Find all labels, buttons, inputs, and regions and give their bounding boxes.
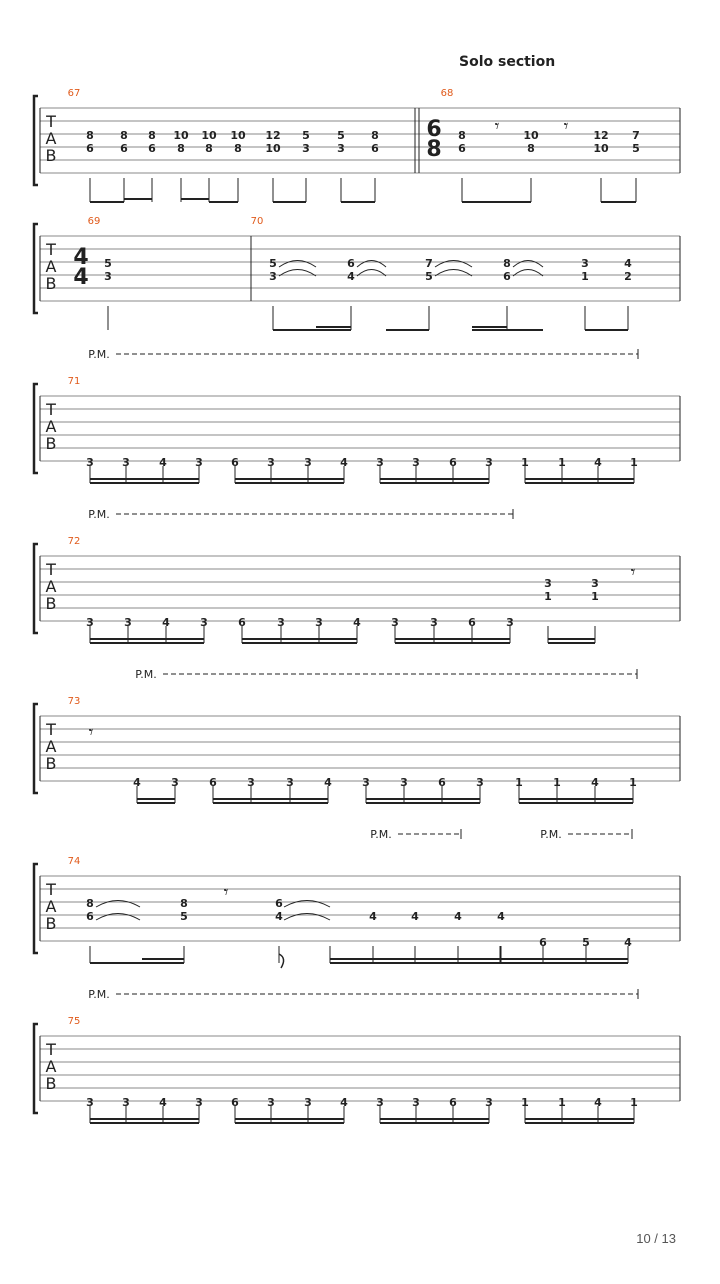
fret-number: 6 bbox=[275, 897, 283, 910]
fret-number: 3 bbox=[315, 616, 323, 629]
fret-number: 12 bbox=[265, 129, 281, 142]
fret-number: 3 bbox=[86, 616, 94, 629]
measure-number: 75 bbox=[67, 1016, 81, 1027]
time-sig-numerator: 6 bbox=[426, 117, 442, 142]
fret-number: 4 bbox=[369, 910, 377, 923]
fret-number: 6 bbox=[347, 257, 355, 270]
fret-number: 3 bbox=[376, 456, 384, 469]
eighth-rest: 𝄾 bbox=[563, 116, 569, 137]
fret-number: 3 bbox=[304, 456, 312, 469]
system-bracket bbox=[34, 224, 38, 313]
sixteenth-rest: 𝄾 bbox=[630, 562, 636, 583]
fret-number: 3 bbox=[304, 1096, 312, 1109]
system-bracket bbox=[34, 544, 38, 633]
measure-number: 72 bbox=[67, 536, 81, 547]
fret-number: 4 bbox=[594, 1096, 602, 1109]
fret-number: 1 bbox=[521, 456, 529, 469]
palm-mute-label: P.M. bbox=[88, 988, 110, 1001]
fret-number: 3 bbox=[430, 616, 438, 629]
fret-number: 6 bbox=[120, 142, 128, 155]
fret-number: 6 bbox=[86, 910, 94, 923]
fret-number: 1 bbox=[558, 456, 566, 469]
fret-number: 3 bbox=[86, 456, 94, 469]
tie-arc bbox=[357, 261, 386, 268]
fret-number: 3 bbox=[485, 456, 493, 469]
tie-arc bbox=[284, 914, 330, 921]
fret-number: 6 bbox=[148, 142, 156, 155]
fret-number: 3 bbox=[362, 776, 370, 789]
fret-number: 5 bbox=[425, 270, 433, 283]
section-title: Solo section bbox=[459, 54, 556, 70]
fret-number: 3 bbox=[476, 776, 484, 789]
fret-number: 8 bbox=[234, 142, 242, 155]
fret-number: 6 bbox=[438, 776, 446, 789]
palm-mute-label: P.M. bbox=[370, 828, 392, 841]
fret-number: 6 bbox=[539, 936, 547, 949]
fret-number: 3 bbox=[376, 1096, 384, 1109]
fret-number: 8 bbox=[86, 129, 94, 142]
fret-number: 8 bbox=[120, 129, 128, 142]
fret-number: 3 bbox=[171, 776, 179, 789]
tab-clef-letter: A bbox=[45, 897, 57, 916]
system-bracket bbox=[34, 864, 38, 953]
fret-number: 1 bbox=[629, 776, 637, 789]
fret-number: 3 bbox=[591, 577, 599, 590]
palm-mute-label: P.M. bbox=[88, 508, 110, 521]
tab-clef-letter: T bbox=[46, 560, 56, 579]
fret-number: 6 bbox=[231, 456, 239, 469]
time-sig-denominator: 8 bbox=[426, 137, 442, 162]
tab-clef-letter: T bbox=[46, 880, 56, 899]
fret-number: 8 bbox=[527, 142, 535, 155]
fret-number: 5 bbox=[104, 257, 112, 270]
fret-number: 1 bbox=[591, 590, 599, 603]
tab-clef-letter: A bbox=[45, 257, 57, 276]
fret-number: 3 bbox=[124, 616, 132, 629]
fret-number: 6 bbox=[458, 142, 466, 155]
fret-number: 5 bbox=[582, 936, 590, 949]
fret-number: 8 bbox=[205, 142, 213, 155]
fret-number: 5 bbox=[632, 142, 640, 155]
fret-number: 4 bbox=[624, 257, 632, 270]
fret-number: 1 bbox=[515, 776, 523, 789]
tab-clef-letter: B bbox=[45, 914, 57, 933]
tie-arc bbox=[279, 261, 316, 268]
fret-number: 7 bbox=[632, 129, 640, 142]
measure-number: 68 bbox=[440, 88, 454, 99]
system-bracket bbox=[34, 96, 38, 185]
fret-number: 3 bbox=[269, 270, 277, 283]
fret-number: 3 bbox=[200, 616, 208, 629]
tie-arc bbox=[96, 914, 140, 921]
system-bracket bbox=[34, 384, 38, 473]
page-indicator: 10 / 13 bbox=[636, 1231, 676, 1246]
fret-number: 6 bbox=[231, 1096, 239, 1109]
fret-number: 8 bbox=[180, 897, 188, 910]
fret-number: 3 bbox=[581, 257, 589, 270]
fret-number: 1 bbox=[553, 776, 561, 789]
tab-clef-letter: A bbox=[45, 129, 57, 148]
fret-number: 3 bbox=[485, 1096, 493, 1109]
fret-number: 12 bbox=[593, 129, 609, 142]
fret-number: 3 bbox=[122, 456, 130, 469]
measure-number: 73 bbox=[67, 696, 81, 707]
palm-mute-label: P.M. bbox=[88, 348, 110, 361]
tab-clef-letter: B bbox=[45, 274, 57, 293]
fret-number: 4 bbox=[162, 616, 170, 629]
fret-number: 4 bbox=[411, 910, 419, 923]
sixteenth-rest: 𝄾 bbox=[88, 722, 94, 743]
fret-number: 3 bbox=[544, 577, 552, 590]
fret-number: 3 bbox=[195, 456, 203, 469]
fret-number: 3 bbox=[86, 1096, 94, 1109]
fret-number: 4 bbox=[591, 776, 599, 789]
fret-number: 4 bbox=[275, 910, 283, 923]
fret-number: 4 bbox=[340, 1096, 348, 1109]
fret-number: 7 bbox=[425, 257, 433, 270]
fret-number: 8 bbox=[458, 129, 466, 142]
measure-number: 69 bbox=[87, 216, 101, 227]
fret-number: 3 bbox=[412, 456, 420, 469]
tab-clef-letter: T bbox=[46, 400, 56, 419]
fret-number: 10 bbox=[593, 142, 609, 155]
fret-number: 6 bbox=[86, 142, 94, 155]
fret-number: 3 bbox=[286, 776, 294, 789]
fret-number: 5 bbox=[180, 910, 188, 923]
fret-number: 10 bbox=[230, 129, 246, 142]
tab-clef-letter: T bbox=[46, 720, 56, 739]
fret-number: 5 bbox=[269, 257, 277, 270]
time-sig-denominator: 4 bbox=[73, 265, 89, 290]
fret-number: 6 bbox=[238, 616, 246, 629]
fret-number: 1 bbox=[630, 1096, 638, 1109]
eighth-rest: 𝄾 bbox=[494, 116, 500, 137]
fret-number: 8 bbox=[177, 142, 185, 155]
fret-number: 3 bbox=[277, 616, 285, 629]
fret-number: 4 bbox=[497, 910, 505, 923]
note-flag bbox=[279, 954, 284, 968]
fret-number: 4 bbox=[624, 936, 632, 949]
tab-clef-letter: T bbox=[46, 1040, 56, 1059]
fret-number: 3 bbox=[195, 1096, 203, 1109]
tab-clef-letter: B bbox=[45, 594, 57, 613]
palm-mute-label: P.M. bbox=[135, 668, 157, 681]
measure-number: 70 bbox=[250, 216, 264, 227]
tab-clef-letter: B bbox=[45, 1074, 57, 1093]
tab-clef-letter: B bbox=[45, 754, 57, 773]
measure-number: 67 bbox=[67, 88, 81, 99]
fret-number: 6 bbox=[371, 142, 379, 155]
fret-number: 1 bbox=[581, 270, 589, 283]
tab-clef-letter: B bbox=[45, 434, 57, 453]
fret-number: 4 bbox=[454, 910, 462, 923]
fret-number: 1 bbox=[630, 456, 638, 469]
tab-clef-letter: T bbox=[46, 112, 56, 131]
fret-number: 8 bbox=[86, 897, 94, 910]
fret-number: 4 bbox=[347, 270, 355, 283]
tab-clef-letter: A bbox=[45, 737, 57, 756]
fret-number: 1 bbox=[544, 590, 552, 603]
fret-number: 4 bbox=[133, 776, 141, 789]
fret-number: 8 bbox=[503, 257, 511, 270]
measure-number: 74 bbox=[67, 856, 81, 867]
fret-number: 3 bbox=[337, 142, 345, 155]
fret-number: 6 bbox=[468, 616, 476, 629]
measure-number: 71 bbox=[67, 376, 81, 387]
fret-number: 3 bbox=[400, 776, 408, 789]
tie-arc bbox=[513, 261, 543, 268]
fret-number: 10 bbox=[523, 129, 539, 142]
tab-clef-letter: A bbox=[45, 577, 57, 596]
fret-number: 8 bbox=[371, 129, 379, 142]
fret-number: 3 bbox=[247, 776, 255, 789]
fret-number: 3 bbox=[267, 456, 275, 469]
fret-number: 4 bbox=[159, 1096, 167, 1109]
fret-number: 4 bbox=[324, 776, 332, 789]
fret-number: 1 bbox=[521, 1096, 529, 1109]
fret-number: 1 bbox=[558, 1096, 566, 1109]
fret-number: 6 bbox=[449, 1096, 457, 1109]
fret-number: 3 bbox=[302, 142, 310, 155]
fret-number: 10 bbox=[173, 129, 189, 142]
fret-number: 3 bbox=[506, 616, 514, 629]
system-bracket bbox=[34, 1024, 38, 1113]
fret-number: 3 bbox=[104, 270, 112, 283]
fret-number: 3 bbox=[122, 1096, 130, 1109]
fret-number: 3 bbox=[267, 1096, 275, 1109]
tie-arc bbox=[284, 901, 330, 908]
system-bracket bbox=[34, 704, 38, 793]
tie-arc bbox=[96, 901, 140, 908]
fret-number: 5 bbox=[302, 129, 310, 142]
fret-number: 4 bbox=[594, 456, 602, 469]
fret-number: 4 bbox=[159, 456, 167, 469]
tie-arc bbox=[435, 261, 472, 268]
fret-number: 6 bbox=[449, 456, 457, 469]
fret-number: 3 bbox=[391, 616, 399, 629]
fret-number: 2 bbox=[624, 270, 632, 283]
fret-number: 10 bbox=[265, 142, 281, 155]
tab-clef-letter: T bbox=[46, 240, 56, 259]
fret-number: 6 bbox=[209, 776, 217, 789]
tab-clef-letter: A bbox=[45, 417, 57, 436]
fret-number: 8 bbox=[148, 129, 156, 142]
fret-number: 4 bbox=[340, 456, 348, 469]
fret-number: 10 bbox=[201, 129, 217, 142]
time-sig-numerator: 4 bbox=[73, 245, 89, 270]
sixteenth-rest: 𝄾 bbox=[223, 882, 229, 903]
tab-clef-letter: A bbox=[45, 1057, 57, 1076]
fret-number: 3 bbox=[412, 1096, 420, 1109]
palm-mute-label: P.M. bbox=[540, 828, 562, 841]
tab-clef-letter: B bbox=[45, 146, 57, 165]
fret-number: 5 bbox=[337, 129, 345, 142]
fret-number: 6 bbox=[503, 270, 511, 283]
fret-number: 4 bbox=[353, 616, 361, 629]
